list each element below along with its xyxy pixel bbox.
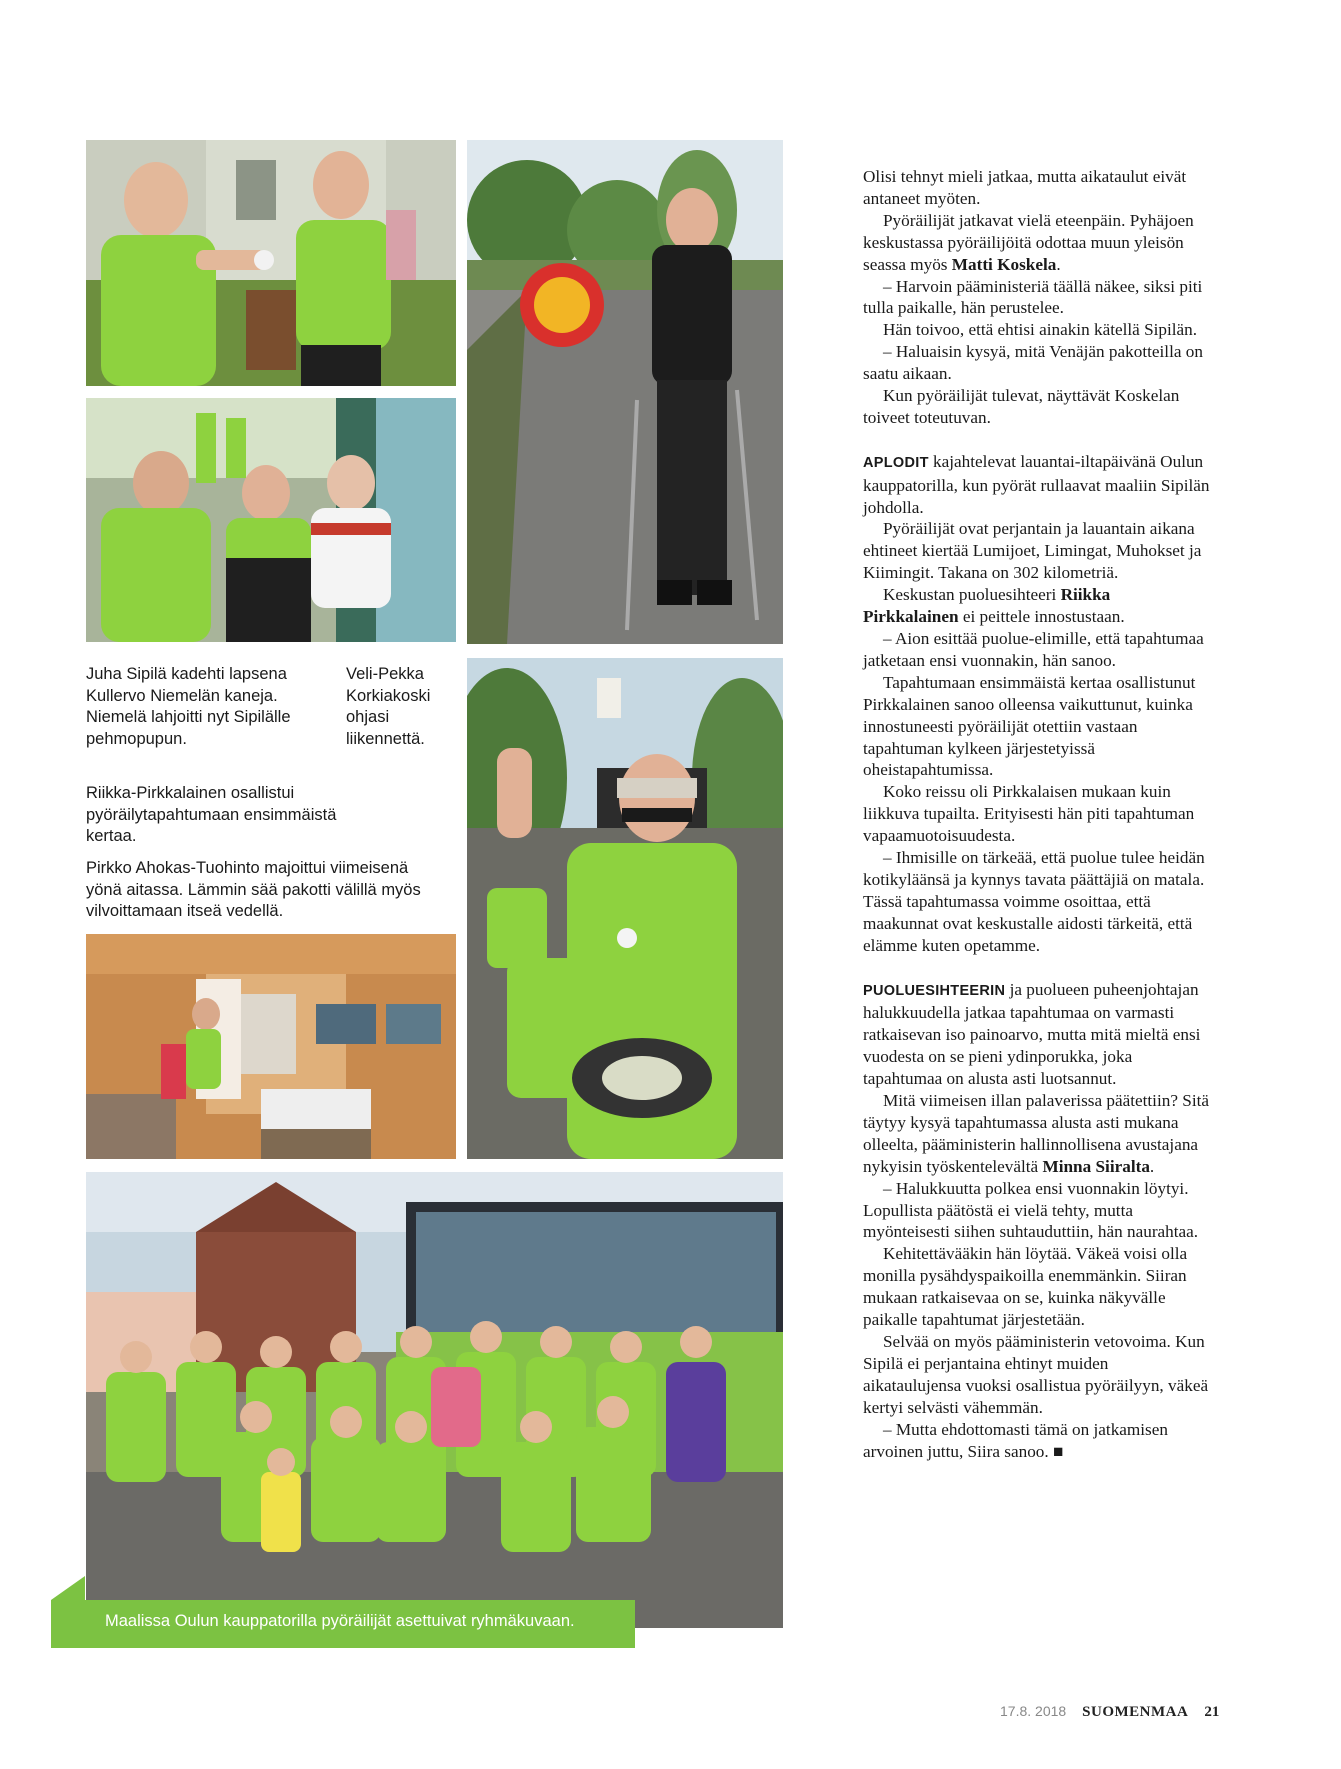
article-paragraph: – Haluaisin kysyä, mitä Venäjän pakotteilla on saatu aikaan. [863, 342, 1203, 384]
article-paragraph: Kehitettävääkin hän löytää. Väkeä voisi olla monilla pysähdyspaikoilla enemmänkin. Siiran mukaan ratkaisevaa on se, kuinka näkyvälle paikalle tapahtumat järjestetään. [863, 1244, 1188, 1330]
caption-group: Maalissa Oulun kauppatorilla pyöräilijät asettuivat ryhmäkuvaan. [105, 1612, 575, 1630]
caption-ahokas: Pirkko Ahokas-Tuohinto majoittui viimeisenä yönä aitassa. Lämmin sää pakotti välillä myös vilvoittamaan itseä vedellä. [86, 859, 421, 920]
article-paragraph: – Mutta ehdottomasti tämä on jatkamisen arvoinen juttu, Siira sanoo. ■ [863, 1419, 1168, 1461]
article-paragraph: – Harvoin pääministeriä täällä näkee, siksi piti tulla paikalle, hän perustelee. [863, 276, 1203, 318]
section-lead-aplodit: APLODIT [863, 454, 929, 471]
article-paragraph: Olisi tehnyt mieli jatkaa, mutta aikataulut eivät antaneet myöten. [863, 167, 1187, 208]
page-footer [1000, 1703, 1219, 1723]
photo-pirkkalainen [86, 398, 456, 642]
article-paragraph: Mitä viimeisen illan palaverissa päätettiin? Sitä täytyy kysyä tapahtumassa alusta asti mukana olleelta, pääministerin hallinnollisena avustajana nykyisin työskentelevältä Minna Siiralta. [863, 1091, 1209, 1176]
photo-sipila-bunny [86, 140, 456, 386]
section-lead-paragraph: APLODIT kajahtelevat lauantai-iltapäivänä Oulun kauppatorilla, kun pyörät rullaavat maaliin Sipilän johdolla. [863, 451, 1210, 517]
photo-ahokas [467, 658, 783, 1159]
article-paragraph: – Halukkuutta polkea ensi vuonnakin löytyi. Lopullista päätöstä ei vielä tehty, mutta myönteisesti siihen suhtauduttiin, hän naurahtaa. [863, 1178, 1199, 1242]
article-paragraph: Keskustan puoluesihteeri Riikka Pirkkalainen ei peittele innostustaan. [863, 585, 1125, 627]
section-lead-puoluesihteerin: PUOLUESIHTEERIN [863, 982, 1006, 999]
article-body [863, 166, 1210, 1462]
magazine-name: SUOMENMAA [1082, 1704, 1189, 1720]
article-paragraph: Pyöräilijät jatkavat vielä eteenpäin. Pyhäjoen keskustassa pyöräilijöitä odottaa muun yleisön seassa myös Matti Koskela. [863, 210, 1194, 274]
section-lead-paragraph: PUOLUESIHTEERIN ja puolueen puheenjohtajan halukkuudella jatkaa tapahtumaa on varmasti ratkaisevan iso painoarvo, mutta mitä mieltä ensi vuodesta on se pieni ydinporukka, joka tapahtumaa on alusta asti luotsannut. [863, 979, 1201, 1089]
page-number: 21 [1204, 1704, 1220, 1720]
article-paragraph: Kun pyöräilijät tulevat, näyttävät Koskelan toiveet toteutuvan. [863, 386, 1180, 427]
article-paragraph: – Aion esittää puolue-elimille, että tapahtumaa jatketaan ensi vuonnakin, hän sanoo. [863, 629, 1204, 670]
photo-korkiakoski [467, 140, 783, 644]
article-paragraph: Koko reissu oli Pirkkalaisen mukaan kuin liikkuva tupailta. Erityisesti hän piti tapahtuman vapaamuotoisuudesta. [863, 782, 1195, 846]
caption-pirkkalainen: Riikka-Pirkkalainen osallistui pyöräilytapahtumaan ensimmäistä kertaa. [86, 784, 337, 845]
caption-sipila-bunny: Juha Sipilä kadehti lapsena Kullervo Niemelän kaneja. Niemelä lahjoitti nyt Sipilälle pehmopupun. [86, 665, 291, 748]
article-paragraph: Pyöräilijät ovat perjantain ja lauantain aikana ehtineet kiertää Lumijoet, Limingat, Muhokset ja Kiimingit. Takana on 302 kilometriä. [863, 519, 1202, 583]
caption-banner-corner [51, 1576, 85, 1600]
photo-room [86, 934, 456, 1159]
caption-korkiakoski: Veli-Pekka Korkiakoski ohjasi liikennettä. [346, 665, 431, 748]
issue-date: 17.8. 2018 [1000, 1703, 1067, 1719]
article-paragraph: Tapahtumaan ensimmäistä kertaa osallistunut Pirkkalainen sanoo olleensa vaikuttunut, kuinka innostuneesti pyöräilijät otettiin vastaan tapahtuman kylkeen järjestetyissä oheistapahtumissa. [863, 672, 1196, 780]
photo-group [86, 1172, 783, 1628]
article-paragraph: Hän toivoo, että ehtisi ainakin kätellä Sipilän. [883, 320, 1198, 340]
article-paragraph: Selvää on myös pääministerin vetovoima. Kun Sipilä ei perjantaina ehtinyt muiden aikataulujensa vuoksi osallistua pyöräilyyn, väkeä kertyi selvästi vähemmän. [863, 1332, 1209, 1417]
article-paragraph: – Ihmisille on tärkeää, että puolue tulee heidän kotikyläänsä ja kynnys tavata päättäjiä on matala. Tässä tapahtumassa voimme osoittaa, että maakunnat ovat keskustalle aidosti tärkeitä, että elämme kuten opetamme. [863, 848, 1205, 955]
